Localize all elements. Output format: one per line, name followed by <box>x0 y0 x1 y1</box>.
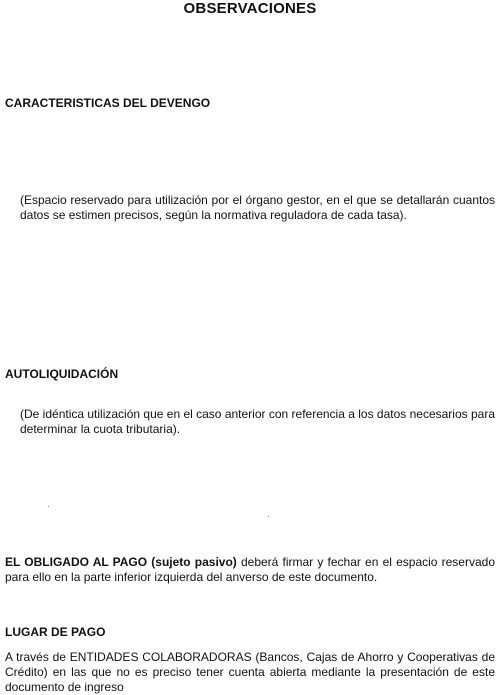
section-heading-devengo: CARACTERISTICAS DEL DEVENGO <box>5 96 211 110</box>
obligado-bold-lead: EL OBLIGADO AL PAGO (sujeto pasivo) <box>5 555 237 569</box>
section-text-autoliquidacion: (De idéntica utilización que en el caso anterior con referencia a los datos necesarios para determinar la cuota tributaria). <box>20 407 495 436</box>
page-title: OBSERVACIONES <box>183 0 317 17</box>
section-heading-lugar-pago: LUGAR DE PAGO <box>5 625 106 639</box>
obligado-text: deberá firmar y fechar en el espacio reservado para ello en la parte inferior izquierda del anverso de este documento. <box>5 555 495 584</box>
section-heading-autoliquidacion: AUTOLIQUIDACIÓN <box>5 367 119 381</box>
section-text-devengo: (Espacio reservado para utilización por el órgano gestor, en el que se detallarán cuantos datos se estimen precisos, según la normativa reguladora de cada tasa). <box>20 193 495 222</box>
section-text-obligado <box>5 555 495 585</box>
scan-speck <box>48 506 49 507</box>
section-text-lugar-pago: A través de ENTIDADES COLABORADORAS (Bancos, Cajas de Ahorro y Cooperativas de Crédito) en las que no es preciso tener cuenta abierta mediante la presentación de este documento de ingreso <box>5 650 495 694</box>
scan-speck <box>268 516 269 517</box>
